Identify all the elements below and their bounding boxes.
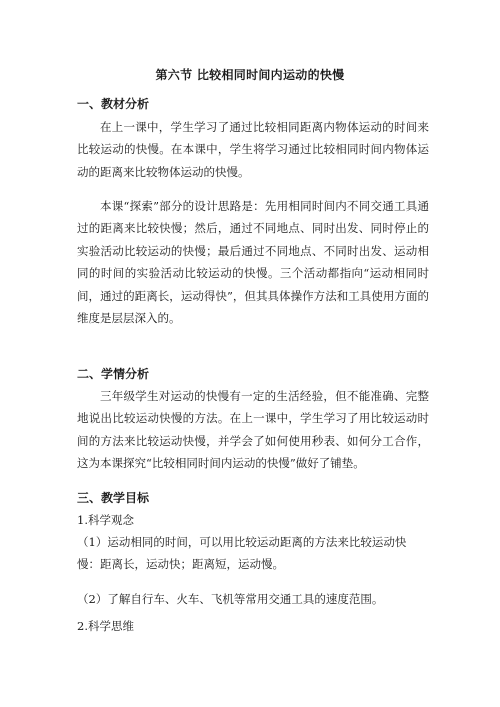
list-item: （1）运动相同的时间，可以用比较运动距离的方法来比较运动快慢：距离长，运动快；距离短，运动慢。 (77, 535, 407, 572)
section-heading-textbook-analysis: 一、教材分析 (77, 97, 150, 111)
section-heading-student-analysis: 二、学情分析 (77, 367, 150, 381)
paragraph: 在上一课中，学生学习了通过比较相同距离内物体运动的时间来比较运动的快慢。在本课中，学生将学习通过比较相同时间内物体运动的距离来比较物体运动的快慢。 (77, 120, 429, 179)
paragraph: 三年级学生对运动的快慢有一定的生活经验，但不能准确、完整地说出比较运动快慢的方法。在上一课中，学生学习了用比较运动时间的方法来比较运动快慢，并学会了如何使用秒表、如何分工合作，这为本课探究“比较相同时间内运动的快慢”做好了铺垫。 (77, 389, 429, 471)
subheading: 1.科学观念 (77, 513, 134, 527)
list-item: （2）了解自行车、火车、飞机等常用交通工具的速度范围。 (77, 592, 384, 606)
paragraph: 本课“探索”部分的设计思路是：先用相同时间内不同交通工具通过的距离来比较快慢；然后，通过不同地点、同时出发、同时停止的实验活动比较运动的快慢；最后通过不同地点、不同时出发、运动相同的时间的实验活动比较运动的快慢。三个活动都指向“运动相同时间，通过的距离长，运动得快”，但其具体操作方法和工具使用方面的维度是层层深入的。 (77, 199, 429, 326)
subheading: 2.科学思维 (77, 619, 134, 633)
page-title: 第六节 比较相同时间内运动的快慢 (155, 68, 345, 82)
section-heading-teaching-goals: 三、教学目标 (77, 491, 150, 505)
